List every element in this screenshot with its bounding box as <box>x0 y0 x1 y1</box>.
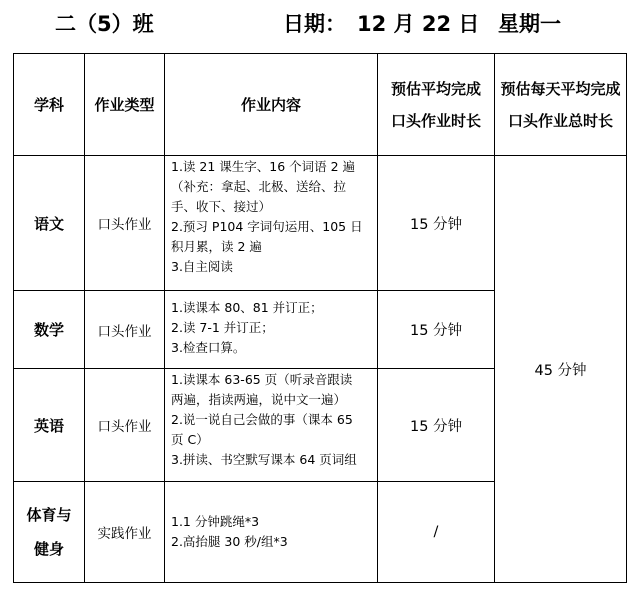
content-line: 1.读 21 课生字、16 个词语 2 遍 <box>171 159 356 174</box>
total-time-cell: 45 分钟 <box>495 156 627 583</box>
content-line: 手、收下、接过） <box>171 199 272 214</box>
content-line: 3.拼读、书空默写课本 64 页词组 <box>171 452 357 467</box>
type-cell: 口头作业 <box>85 156 165 291</box>
header-avg-time-line1: 预估平均完成 <box>390 79 481 98</box>
header-type: 作业类型 <box>85 54 165 156</box>
content-line: 页 C） <box>171 432 209 447</box>
content-line: 两遍，指读两遍，说中文一遍） <box>171 392 347 407</box>
type-cell: 口头作业 <box>85 291 165 369</box>
header-subject: 学科 <box>14 54 85 156</box>
header-total-time <box>495 54 627 156</box>
class-name: 二（5）班 <box>55 12 154 36</box>
content-line: 1.读课本 80、81 并订正； <box>171 300 323 315</box>
time-cell: 15 分钟 <box>378 156 495 291</box>
header-avg-time <box>378 54 495 156</box>
header-avg-time-line2: 口头作业时长 <box>390 111 481 130</box>
content-line: 1.1 分钟跳绳*3 <box>171 514 260 529</box>
weekday: 星期一 <box>498 12 561 36</box>
time-cell: / <box>378 482 495 583</box>
header-total-time-line2: 口头作业总时长 <box>507 111 613 130</box>
content-line: 2.预习 P104 字词句运用、105 日 <box>171 219 363 234</box>
content-line: 3.自主阅读 <box>171 259 233 274</box>
table-row <box>14 156 627 291</box>
subject-cell <box>14 482 85 583</box>
content-line: 积月累，读 2 遍 <box>171 239 262 254</box>
date-value: 12 月 22 日 <box>357 12 480 36</box>
content-cell <box>165 156 378 291</box>
content-cell <box>165 291 378 369</box>
content-line: 2.读 7-1 并订正； <box>171 320 274 335</box>
subject-cell: 英语 <box>14 369 85 482</box>
table-header-row <box>14 54 627 156</box>
type-cell: 实践作业 <box>85 482 165 583</box>
content-line: 3.检查口算。 <box>171 340 246 355</box>
time-cell: 15 分钟 <box>378 369 495 482</box>
subject-line: 体育与 <box>26 506 72 524</box>
content-line: （补充：拿起、北极、送给、拉 <box>171 179 347 194</box>
time-cell: 15 分钟 <box>378 291 495 369</box>
content-cell <box>165 482 378 583</box>
type-cell: 口头作业 <box>85 369 165 482</box>
subject-cell: 数学 <box>14 291 85 369</box>
subject-cell: 语文 <box>14 156 85 291</box>
header-total-time-line1: 预估每天平均完成 <box>500 79 621 98</box>
content-line: 2.高抬腿 30 秒/组*3 <box>171 534 288 549</box>
date-label: 日期： <box>283 12 346 36</box>
content-cell <box>165 369 378 482</box>
homework-table <box>13 53 627 583</box>
page-header <box>0 6 644 40</box>
header-content: 作业内容 <box>165 54 378 156</box>
content-line: 2.说一说自己会做的事（课本 65 <box>171 412 353 427</box>
content-line: 1.读课本 63-65 页（听录音跟读 <box>171 372 353 387</box>
subject-line: 健身 <box>33 540 64 558</box>
